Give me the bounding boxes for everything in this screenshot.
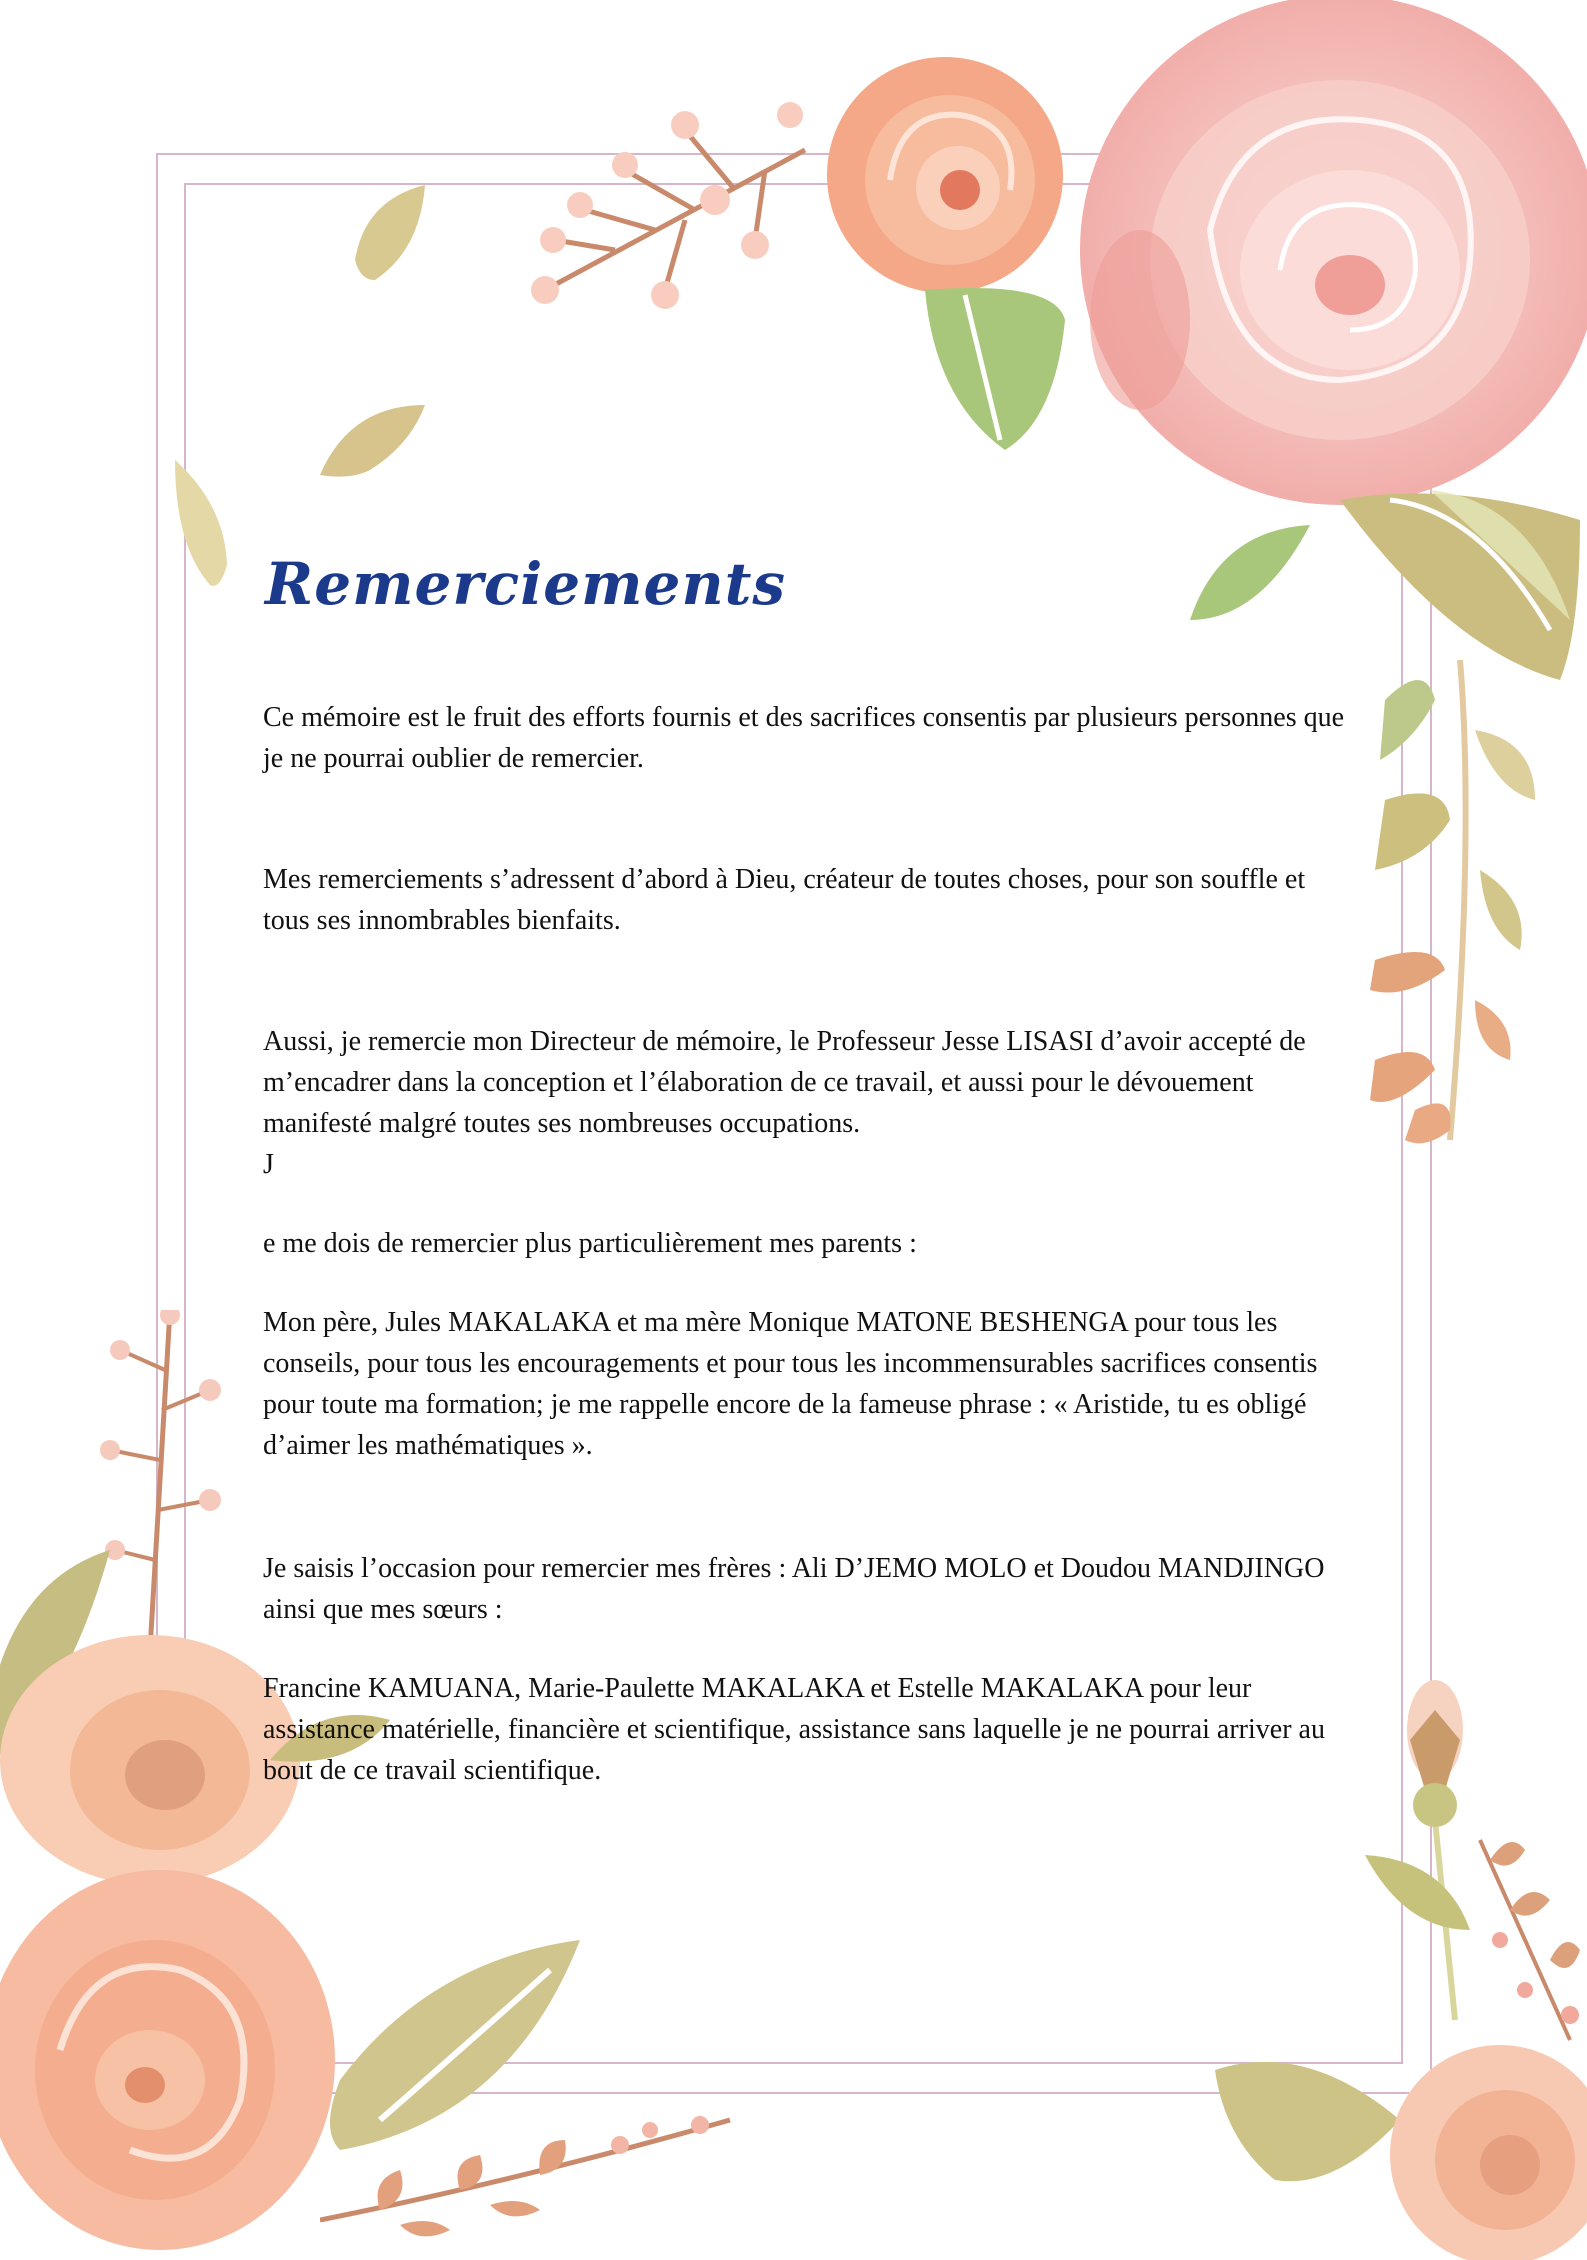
- leaf-icon: [905, 280, 1075, 460]
- leaf-icon: [165, 455, 235, 595]
- acknowledgements-body: [263, 697, 1353, 1791]
- vine-leaves-icon: [1365, 640, 1555, 1160]
- peach-rose-icon: [810, 40, 1080, 310]
- paragraph-parents-intro: e me dois de remercier plus particulièrement mes parents :: [263, 1228, 917, 1259]
- peach-rose-icon: [1370, 2030, 1587, 2260]
- leaf-icon: [1180, 520, 1320, 630]
- leaf-icon: [1365, 1850, 1475, 1940]
- berry-sprig-icon: [320, 2100, 740, 2245]
- leaf-icon: [310, 400, 430, 490]
- paragraph-parents: Mon père, Jules MAKALAKA et ma mère Monique MATONE BESHENGA pour tous les conseils, pour tous les encouragements et pour tous les incommensurables sacrifices consentis pour toute ma formation; je me rappelle encore de la fameuse phrase : « Aristide, tu es obligé d’aimer les mathématiques ».: [263, 1307, 1318, 1461]
- paragraph-sisters: Francine KAMUANA, Marie-Paulette MAKALAKA et Estelle MAKALAKA pour leur assistance matérielle, financière et scientifique, assistance sans laquelle je ne pourrai arriver au bout de ce travail scientifique.: [263, 1673, 1325, 1786]
- leaf-icon: [345, 180, 435, 290]
- berry-sprig-icon: [1470, 1830, 1587, 2050]
- paragraph-brothers: Je saisis l’occasion pour remercier mes frères : Ali D’JEMO MOLO et Doudou MANDJINGO ainsi que mes sœurs :: [263, 1553, 1325, 1625]
- paragraph-director: Aussi, je remercie mon Directeur de mémoire, le Professeur Jesse LISASI d’avoir accepté de m’encadrer dans la conception et l’élaboration de ce travail, et aussi pour le dévouement manifesté malgré toutes ses nombreuses occupations.: [263, 1026, 1306, 1139]
- paragraph-stray-letter: J: [263, 1149, 274, 1180]
- paragraph-intro: Ce mémoire est le fruit des efforts fournis et des sacrifices consentis par plusieurs personnes que je ne pourrai oublier de remercier.: [263, 702, 1345, 774]
- peach-rose-icon: [0, 1850, 340, 2250]
- page-title: Remerciements: [265, 550, 787, 618]
- berry-sprig-icon: [515, 90, 815, 320]
- pink-rose-icon: [1040, 0, 1587, 540]
- paragraph-god: Mes remerciements s’adressent d’abord à Dieu, créateur de toutes choses, pour son souffle et tous ses innombrables bienfaits.: [263, 864, 1306, 936]
